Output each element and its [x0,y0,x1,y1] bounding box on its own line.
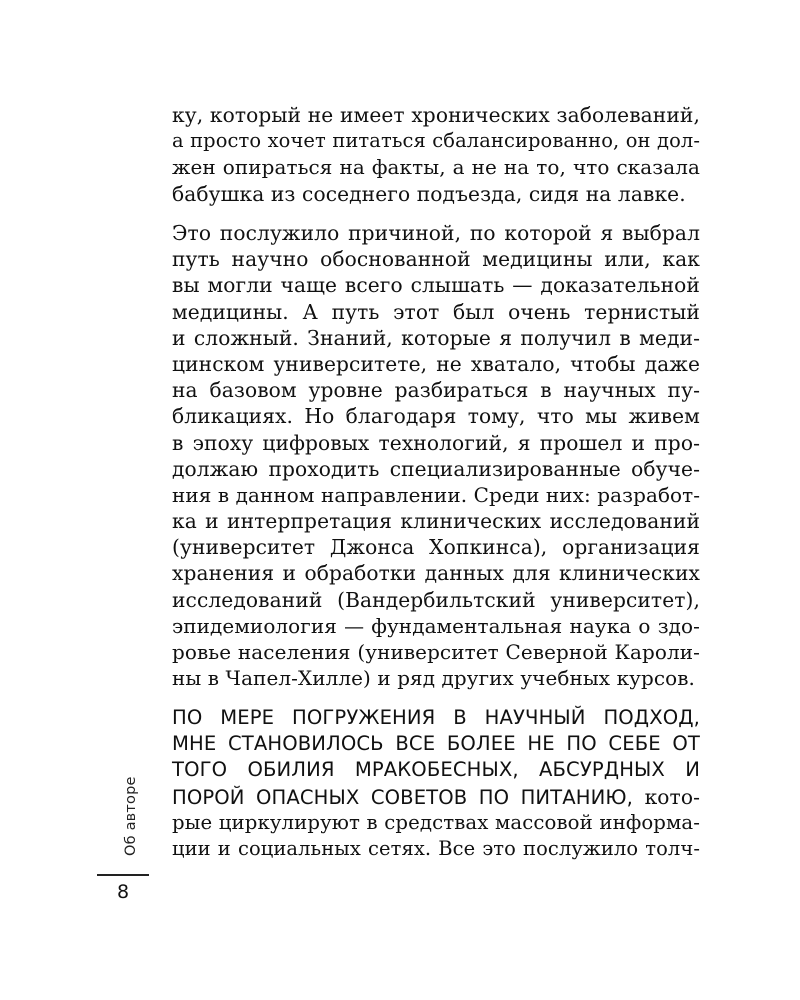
folio-rule [97,874,149,876]
text-line: ны в Чапел-Хилле) и ряд других учебных курсов. [172,666,695,691]
text-line: путь научно обоснованной медицины или, как [172,247,700,272]
text-line: в эпоху цифровых технологий, я прошел и про- [172,430,700,455]
text-line: Это послужило причиной, по которой я выбрал [172,221,700,245]
text-line: жен опираться на факты, а не на то, что сказала [172,155,700,180]
text-line: ния в данном направлении. Среди них: разработ- [172,482,701,507]
text-line: и сложный. Знаний, которые я получил в меди- [172,325,700,350]
paragraph-3 [172,705,700,862]
text-line: бабушка из соседнего подъезда, сидя на лавке. [172,181,686,206]
text-line: медицины. А путь этот был очень тернистый [172,299,700,324]
mixed-line [172,784,700,810]
text-line: (университет Джонса Хопкинса), организация [172,535,700,560]
paragraph-2 [172,220,700,691]
text-line: рые циркулируют в средствах массовой информа- [172,810,700,834]
text-line: вы могли чаще всего слышать — доказательной [172,273,700,298]
text-line: ции и социальных сетях. Все это послужило толч- [172,836,700,860]
caps-line: ПО МЕРЕ ПОГРУЖЕНИЯ В НАУЧНЫЙ ПОДХОД, [172,706,700,729]
text-line: на базовом уровне разбираться в научных пу- [172,378,700,403]
text-line: хранения и обработки данных для клинических [172,561,700,586]
text-line: бликациях. Но благодаря тому, что мы живем [172,404,700,429]
text-line: ровье населения (университет Северной Кароли- [172,640,700,664]
running-head: Об авторе [123,776,139,856]
text-line: эпидемиология — фундаментальная наука о здо- [172,613,700,638]
text-line: а просто хочет питаться сбалансированно, он дол- [172,129,700,153]
text-line: исследований (Вандербильтский университет), [172,587,700,612]
caps-segment: ПОРОЙ ОПАСНЫХ СОВЕТОВ ПО ПИТАНИЮ, [172,785,633,809]
caps-line: ТОГО ОБИЛИЯ МРАКОБЕСНЫХ, АБСУРДНЫХ И [172,758,700,782]
paragraph-1 [172,102,700,207]
text-segment: кото- [632,784,701,809]
text-line: ка и интерпретация клинических исследований [172,509,700,534]
page-number: 8 [116,881,130,903]
caps-line: МНЕ СТАНОВИЛОСЬ ВСЕ БОЛЕЕ НЕ ПО СЕБЕ ОТ [172,732,700,756]
text-line: цинском университете, не хватало, чтобы даже [172,351,700,376]
text-line: должаю проходить специализированные обуче- [172,456,700,481]
text-line: ку, который не имеет хронических заболеваний, [172,103,700,127]
